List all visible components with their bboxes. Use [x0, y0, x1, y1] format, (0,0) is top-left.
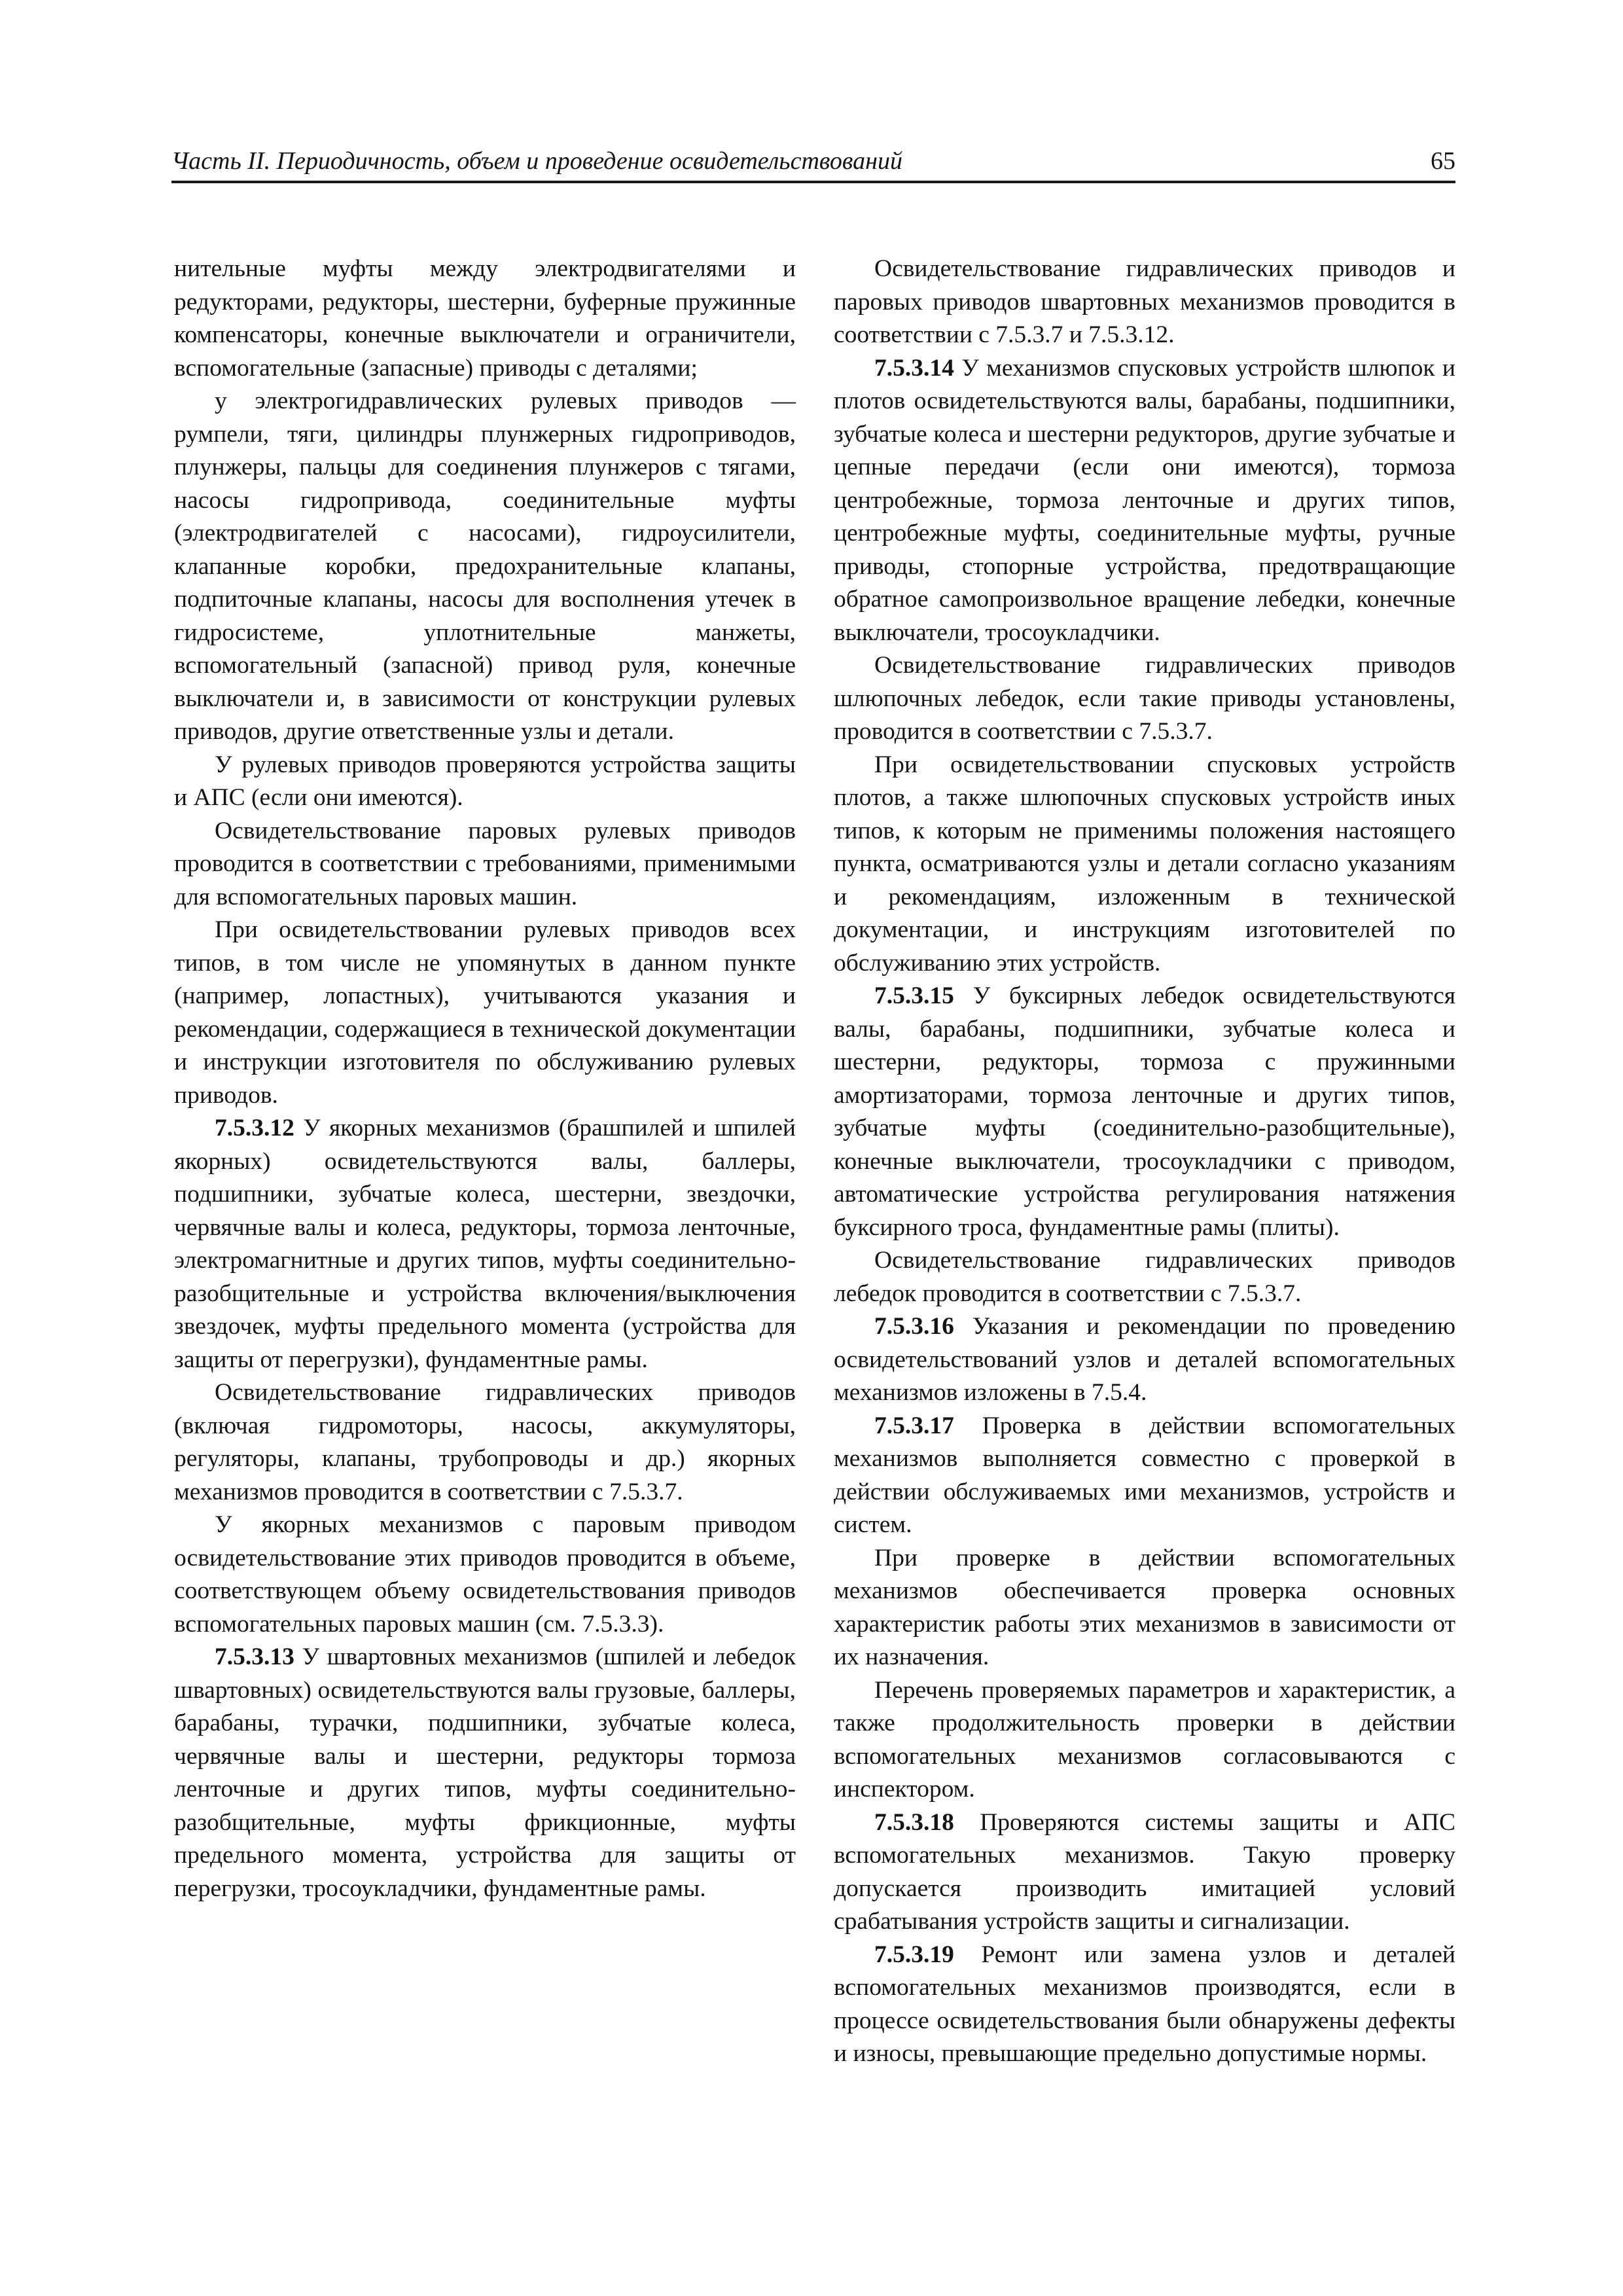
section-number: 7.5.3.18 — [874, 1808, 954, 1836]
section-number: 7.5.3.13 — [215, 1643, 294, 1670]
section-7-5-3-12: 7.5.3.12 У якорных механизмов (брашпилей и шпилей якорных) освидетельствуются валы, баллеры, подшипники, зубчатые колеса, шестерни, звездочки, червячные валы и колеса, редукторы, тормоза ленточные, электромагнитные и других типов, муфты соединительно-разобщительные и устройства включения/выключения звездочек, муфты предельного момента (устройства для защиты от перегрузки), фундаментные рамы. — [174, 1115, 796, 1373]
section-7-5-3-16: 7.5.3.16 Указания и рекомендации по проведению освидетельствований узлов и деталей вспомогательных механизмов изложены в 7.5.4. — [834, 1313, 1455, 1406]
section-7-5-3-15: 7.5.3.15 У буксирных лебедок освидетельствуются валы, барабаны, подшипники, зубчатые колеса и шестерни, редукторы, тормоза с пружинными амортизаторами, тормоза ленточные и других типов, зубчатые муфты (соединительно-разобщительные), конечные выключатели, тросоукладчики с приводом, автоматические устройства регулирования натяжения буксирного троса, фундаментные рамы (плиты). — [834, 982, 1455, 1241]
paragraph: У якорных механизмов с паровым приводом освидетельствование этих приводов проводится в объеме, соответствующем объему освидетельствования приводов вспомогательных паровых машин (см. 7.5.3.3). — [174, 1511, 796, 1638]
paragraph: Освидетельствование паровых рулевых приводов проводится в соответствии с требованиями, применимыми для вспомогательных паровых машин. — [174, 817, 796, 910]
paragraph: При проверке в действии вспомогательных механизмов обеспечивается проверка основных характеристик работы этих механизмов в зависимости от их назначения. — [834, 1544, 1455, 1670]
paragraph: Освидетельствование гидравлических приводов и паровых приводов швартовных механизмов проводится в соответствии с 7.5.3.7 и 7.5.3.12. — [834, 255, 1455, 348]
paragraph: При освидетельствовании спусковых устройств плотов, а также шлюпочных спусковых устройств иных типов, к которым не применимы положения настоящего пункта, осматриваются узлы и детали согласно указаниям и рекомендациям, изложенным в технической документации, и инструкциям изготовителей по обслуживанию этих устройств. — [834, 751, 1455, 977]
paragraph: Освидетельствование гидравлических приводов лебедок проводится в соответствии с 7.5.3.7. — [834, 1247, 1455, 1307]
section-7-5-3-17: 7.5.3.17 Проверка в действии вспомогательных механизмов выполняется совместно с проверкой в действии обслуживаемых ими механизмов, устройств и систем. — [834, 1412, 1455, 1538]
section-number: 7.5.3.14 — [874, 354, 954, 382]
section-number: 7.5.3.16 — [874, 1313, 954, 1340]
paragraph: Освидетельствование гидравлических приводов шлюпочных лебедок, если такие приводы установлены, проводится в соответствии с 7.5.3.7. — [834, 652, 1455, 745]
paragraph: У рулевых приводов проверяются устройства защиты и АПС (если они имеются). — [174, 751, 796, 811]
section-7-5-3-19: 7.5.3.19 Ремонт или замена узлов и деталей вспомогательных механизмов производятся, если в процессе освидетельствования были обнаружены дефекты и износы, превышающие предельно допустимые нормы. — [834, 1941, 1455, 2067]
section-7-5-3-13: 7.5.3.13 У швартовных механизмов (шпилей и лебедок швартовных) освидетельствуются валы грузовые, баллеры, барабаны, турачки, подшипники, зубчатые колеса, червячные валы и шестерни, редукторы тормоза ленточные и других типов, муфты соединительно-разобщительные, муфты фрикционные, муфты предельного момента, устройства для защиты от перегрузки, тросоукладчики, фундаментные рамы. — [174, 1643, 796, 1902]
paragraph: При освидетельствовании рулевых приводов всех типов, в том числе не упомянутых в данном пункте (например, лопастных), учитываются указания и рекомендации, содержащиеся в технической документации и инструкции изготовителя по обслуживанию рулевых приводов. — [174, 916, 796, 1109]
page-number: 65 — [1431, 147, 1455, 175]
paragraph: у электрогидравлических рулевых приводов — румпели, тяги, цилиндры плунжерных гидроприводов, плунжеры, пальцы для соединения плунжеров с тягами, насосы гидропривода, соединительные муфты (электродвигателей с насосами), гидроусилители, клапанные коробки, предохранительные клапаны, подпиточные клапаны, насосы для восполнения утечек в гидросистеме, уплотнительные манжеты, вспомогательный (запасной) привод руля, конечные выключатели и, в зависимости от конструкции рулевых приводов, другие ответственные узлы и детали. — [174, 387, 796, 745]
section-number: 7.5.3.15 — [874, 982, 954, 1009]
paragraph: Освидетельствование гидравлических приводов (включая гидромоторы, насосы, аккумуляторы, регуляторы, клапаны, трубопроводы и др.) якорных механизмов проводится в соответствии с 7.5.3.7. — [174, 1379, 796, 1505]
section-7-5-3-18: 7.5.3.18 Проверяются системы защиты и АПС вспомогательных механизмов. Такую проверку допускается производить имитацией условий срабатывания устройств защиты и сигнализации. — [834, 1808, 1455, 1935]
section-number: 7.5.3.17 — [874, 1412, 954, 1439]
right-column — [834, 253, 1455, 2071]
section-number: 7.5.3.19 — [874, 1941, 954, 1968]
section-number: 7.5.3.12 — [215, 1115, 294, 1141]
section-7-5-3-14: 7.5.3.14 У механизмов спусковых устройств шлюпок и плотов освидетельствуются валы, барабаны, подшипники, зубчатые колеса и шестерни редукторов, другие зубчатые и цепные передачи (если они имеются), тормоза центробежные, тормоза ленточные и других типов, центробежные муфты, соединительные муфты, ручные приводы, стопорные устройства, предотвращающие обратное самопроизвольное вращение лебедки, конечные выключатели, тросоукладчики. — [834, 354, 1455, 646]
left-column — [174, 253, 796, 1905]
paragraph: Перечень проверяемых параметров и характеристик, а также продолжительность проверки в действии вспомогательных механизмов согласовываются с инспектором. — [834, 1676, 1455, 1803]
running-title: Часть II. Периодичность, объем и проведение освидетельствований — [171, 147, 902, 175]
paragraph: нительные муфты между электродвигателями и редукторами, редукторы, шестерни, буферные пружинные компенсаторы, конечные выключатели и ограничители, вспомогательные (запасные) приводы с деталями; — [174, 255, 796, 382]
page-header — [171, 143, 1455, 183]
